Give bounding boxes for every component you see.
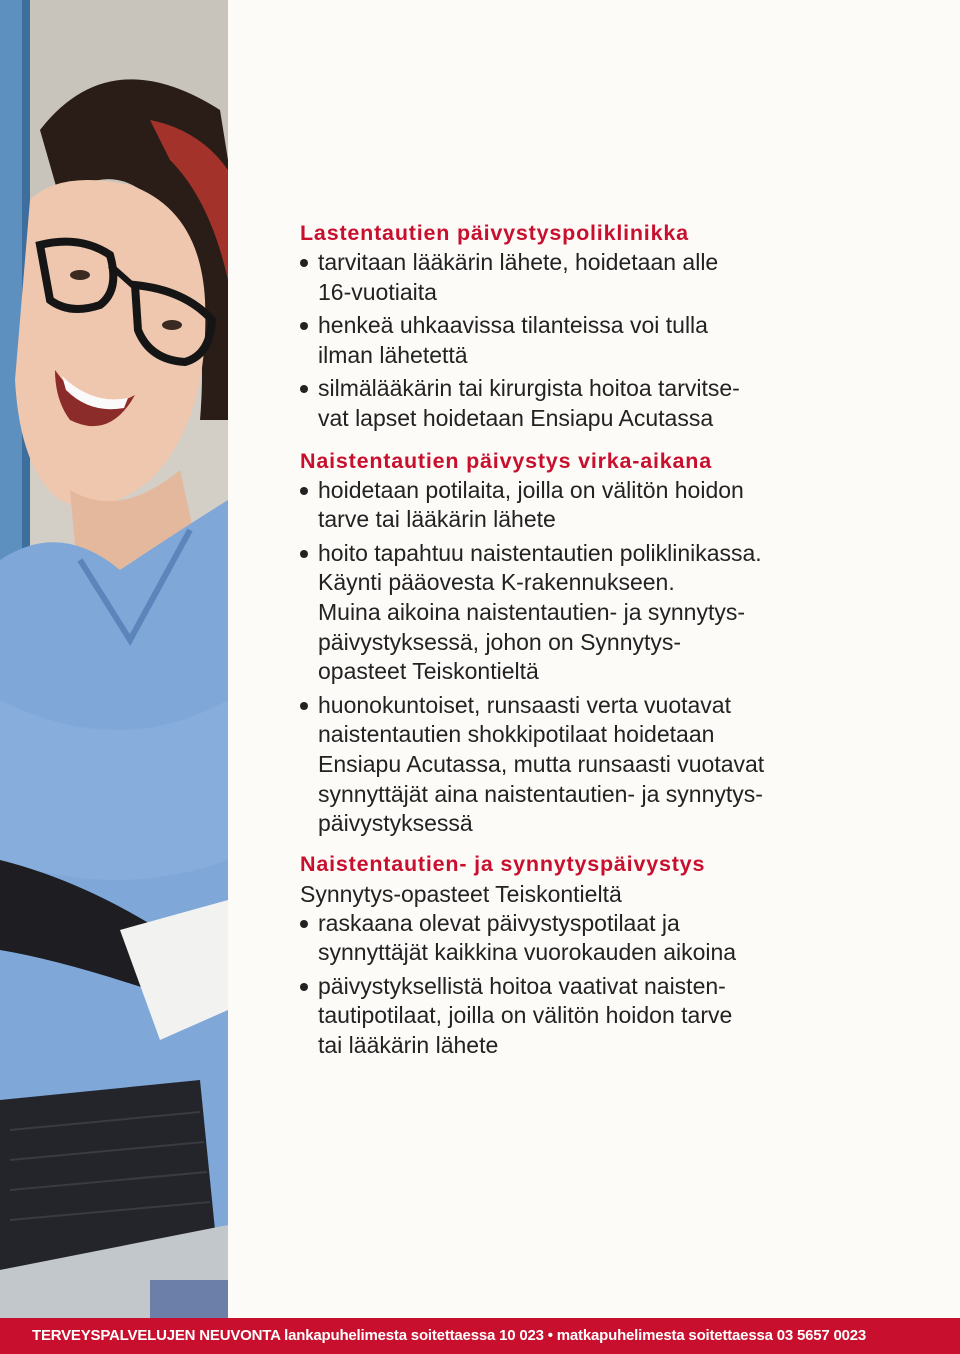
section-heading: Lastentautien päivystyspoliklinikka: [300, 221, 689, 245]
footer-mobile-number: 03 5657 0023: [776, 1327, 867, 1344]
nurse-photo: [0, 0, 228, 1318]
footer-mobile-label: matkapuhelimesta soitettaessa: [556, 1327, 773, 1344]
list-item-line: Käynti pääovesta K-rakennukseen.: [318, 569, 675, 596]
list-item-line: päivystyksellistä hoitoa vaativat naisten-: [318, 972, 726, 999]
list-item-line: huonokuntoiset, runsaasti verta vuotavat: [318, 691, 731, 718]
list-item: [300, 909, 900, 968]
list-item-line: Ensiapu Acutassa, mutta runsaasti vuotavat: [318, 750, 765, 777]
content-column: [300, 218, 900, 1073]
list-item: [300, 374, 900, 433]
section-naistentautien-virka-aika: [300, 446, 900, 839]
list-item: [300, 311, 900, 370]
list-item: [300, 972, 900, 1061]
footer-org: TERVEYSPALVELUJEN NEUVONTA: [32, 1327, 281, 1344]
section-heading: Naistentautien- ja synnytyspäivystys: [300, 851, 706, 876]
nurse-illustration: [0, 0, 228, 1318]
bullet-list: [300, 476, 900, 839]
list-item: [300, 476, 900, 535]
list-item-line: päivystyksessä: [318, 810, 473, 837]
list-item-line: hoito tapahtuu naistentautien poliklinikassa.: [318, 539, 762, 566]
list-item-line: tautipotilaat, joilla on välitön hoidon tarve: [318, 1002, 733, 1029]
list-item-line: päivystyksessä, johon on Synnytys-: [318, 628, 682, 655]
list-item: [300, 691, 900, 839]
list-item-line: silmälääkärin tai kirurgista hoitoa tarvitse-: [318, 375, 740, 402]
list-item: [300, 248, 900, 307]
section-heading: Naistentautien päivystys virka-aikana: [300, 448, 713, 473]
list-item-line: Muina aikoina naistentautien- ja synnytys-: [318, 598, 746, 625]
footer-landline-number: 10 023: [499, 1327, 544, 1344]
list-item-line: tarve tai lääkärin lähete: [318, 506, 556, 533]
list-item-line: hoidetaan potilaita, joilla on välitön hoidon: [318, 476, 744, 503]
list-item-line: ilman lähetettä: [318, 341, 468, 368]
section-subline: Synnytys-opasteet Teiskontieltä: [300, 880, 622, 907]
list-item-line: synnyttäjät kaikkina vuorokauden aikoina: [318, 939, 737, 966]
footer-separator: •: [547, 1327, 553, 1344]
list-item-line: 16-vuotiaita: [318, 278, 437, 305]
list-item-line: naistentautien shokkipotilaat hoidetaan: [318, 721, 715, 748]
footer-landline-label: lankapuhelimesta soitettaessa: [284, 1327, 496, 1344]
section-synnytyspaivystys: [300, 849, 900, 1061]
section-lastentautien: [300, 218, 900, 434]
footer-contact-bar: [0, 1318, 960, 1354]
list-item: [300, 539, 900, 687]
bullet-list: [300, 248, 900, 434]
list-item-line: vat lapset hoidetaan Ensiapu Acutassa: [318, 404, 714, 431]
list-item-line: synnyttäjät aina naistentautien- ja synnytys-: [318, 780, 763, 807]
list-item-line: raskaana olevat päivystyspotilaat ja: [318, 909, 680, 936]
list-item-line: tai lääkärin lähete: [318, 1032, 499, 1059]
list-item-line: tarvitaan lääkärin lähete, hoidetaan alle: [318, 249, 719, 275]
list-item-line: opasteet Teiskontieltä: [318, 658, 539, 685]
list-item-line: henkeä uhkaavissa tilanteissa voi tulla: [318, 312, 708, 339]
bullet-list: [300, 909, 900, 1061]
footer-text: [0, 1318, 960, 1354]
